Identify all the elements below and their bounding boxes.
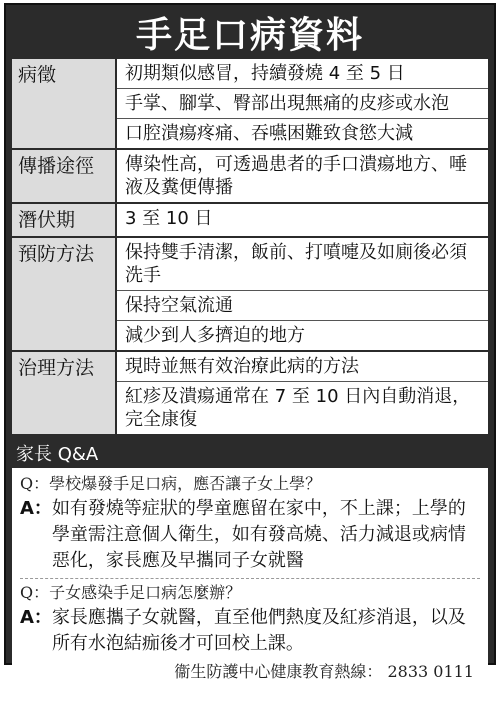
row-item: 減少到人多擠迫的地方 <box>125 325 305 346</box>
row-item: 口腔潰瘍疼痛、吞嚥困難致食慾大減 <box>125 123 413 144</box>
row-label: 病徵 <box>12 59 117 148</box>
row-item: 現時並無有效治療此病的方法 <box>117 352 488 382</box>
question: Q：學校爆發手足口病，應否讓子女上學？ <box>20 474 322 493</box>
qa-header: 家長 Q&A <box>16 444 99 465</box>
row-label: 治理方法 <box>12 352 117 434</box>
row-label: 預防方法 <box>12 238 117 350</box>
table-row <box>12 150 488 204</box>
hotline: 衞生防護中心健康教育熱線： 2833 0111 <box>174 662 474 681</box>
table-row <box>12 238 488 352</box>
table-row <box>12 352 488 434</box>
row-item: 保持雙手清潔，飯前、打噴嚏及如廁後必須洗手 <box>117 238 488 291</box>
page-title: 手足口病資料 <box>135 14 364 56</box>
row-item: 紅疹及潰瘍通常在 7 至 10 日內自動消退，完全康復 <box>125 386 471 430</box>
row-label: 潛伏期 <box>12 204 117 236</box>
answer <box>20 605 480 657</box>
source-credit: 資料來源：衞生防護中心及傳染病專科醫生勞永樂 <box>52 698 448 719</box>
row-item: 保持空氣流通 <box>117 291 488 321</box>
info-card <box>4 3 496 719</box>
table-row <box>12 59 488 150</box>
row-item: 手掌、腳掌、臀部出現無痛的皮疹或水泡 <box>117 89 488 119</box>
info-table <box>12 59 488 434</box>
row-item: 初期類似感冒，持續發燒 4 至 5 日 <box>117 59 488 89</box>
divider <box>20 578 480 579</box>
qa-section <box>12 468 488 688</box>
answer-mark: A： <box>20 498 52 519</box>
row-label: 傳播途徑 <box>12 150 117 202</box>
answer <box>20 496 480 574</box>
question: Q：子女感染手足口病怎麼辦？ <box>20 583 242 602</box>
row-item: 傳染性高，可透過患者的手口潰瘍地方、唾液及糞便傳播 <box>125 154 467 198</box>
table-row <box>12 204 488 238</box>
answer-text: 家長應攜子女就醫，直至他們熱度及紅疹消退，以及所有水泡結痂後才可回校上課。 <box>51 607 466 654</box>
answer-text: 如有發燒等症狀的學童應留在家中，不上課；上學的學童需注意個人衛生，如有發高燒、活力減退或病情惡化，家長應及早攜同子女就醫 <box>51 498 466 571</box>
row-item: 3 至 10 日 <box>125 208 213 229</box>
answer-mark: A： <box>20 607 52 628</box>
